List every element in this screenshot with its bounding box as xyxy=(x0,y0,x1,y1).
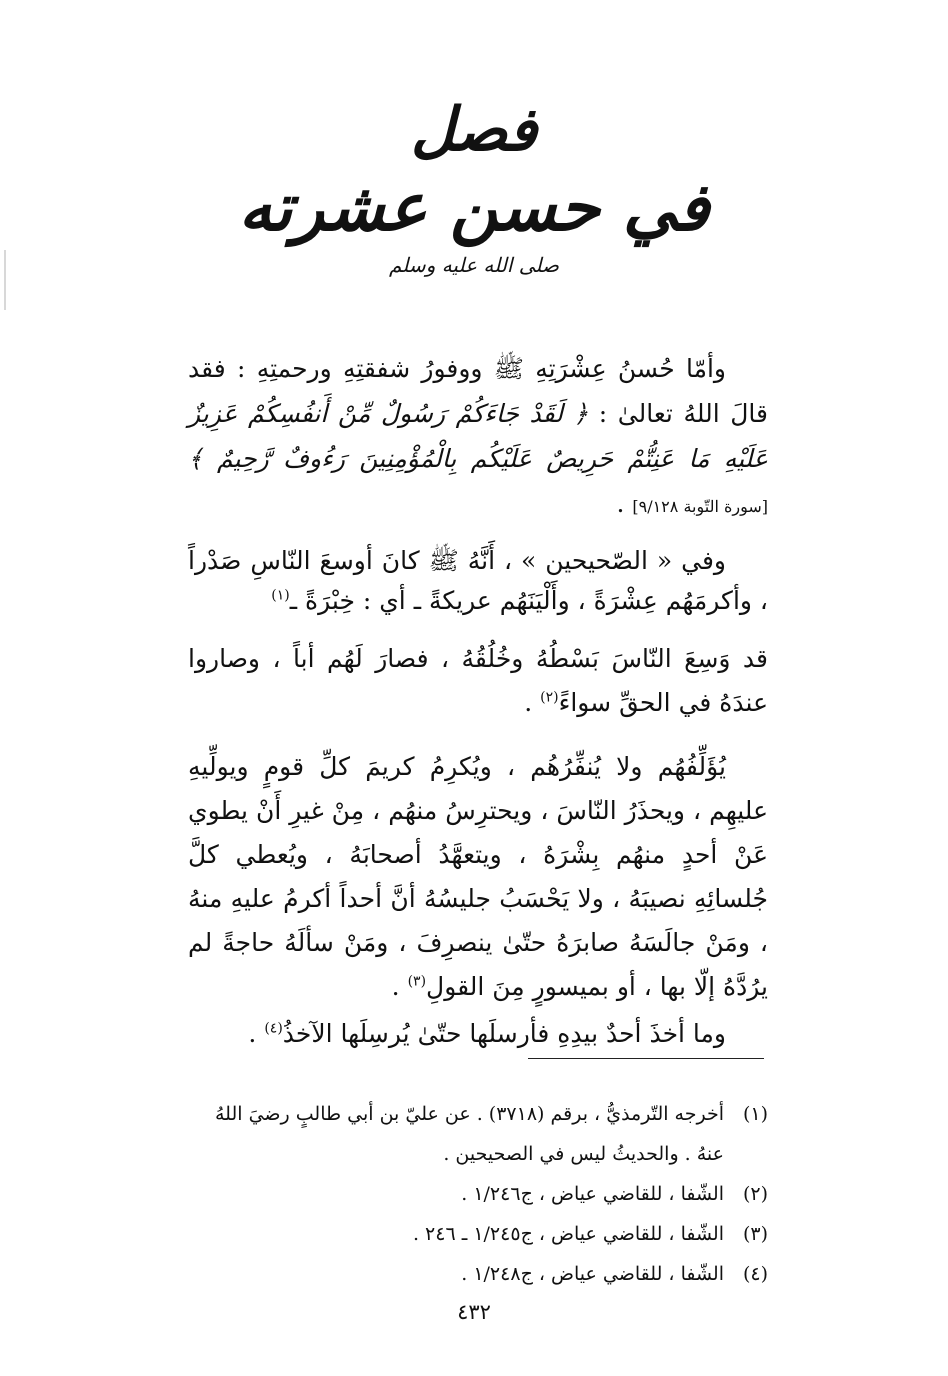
footnote-text: أخرجه التّرمذيُّ ، برقم (٣٧١٨) . عن عليّ بن أبي طالبٍ رضيَ اللهُ عنهُ . والحديثُ ليس في الصحيحين . xyxy=(214,1103,724,1165)
heading-word: فصل xyxy=(410,95,538,165)
footnotes xyxy=(188,1094,768,1294)
paragraph-2-text: وفي « الصّحيحين » ، أَنَّهُ ﷺ كانَ أوسعَ النّاسِ صَدْراً ، وأكرمَهُم عِشْرَةً ، وأَلْيَنَهُم عريكةً ـ أي : خِبْرَةً ـ xyxy=(188,546,768,615)
paragraph-4-end: . xyxy=(391,972,400,1001)
page-number: ٤٣٢ xyxy=(457,1300,491,1324)
footnote-ref-4[interactable]: (٤) xyxy=(264,1020,283,1037)
section-heading xyxy=(0,95,948,281)
paragraph-2 xyxy=(188,541,768,621)
sura-reference: [سورة التّوبة ٩/١٢٨] xyxy=(632,497,768,516)
footnote-item xyxy=(188,1254,768,1294)
footnote-ref-2[interactable]: (٢) xyxy=(540,689,559,706)
footnote-text: الشّفا ، للقاضي عياض ، ج١/٢٤٥ ـ ٢٤٦ . xyxy=(412,1223,724,1245)
paragraph-5-text: وما أخذَ أحدٌ بيدِهِ فأرسلَها حتّىٰ يُرسِلَها الآخذُ xyxy=(282,1019,726,1048)
footnote-text: الشّفا ، للقاضي عياض ، ج١/٢٤٨ . xyxy=(461,1263,724,1285)
paragraph-4-text: يُؤَلِّفُهُم ولا يُنفِّرُهُم ، ويُكرِمُ كريمَ كلِّ قومٍ ويولِّيهِ عليهِم ، ويحذَرُ النّاسَ ، ويحترِسُ منهُم ، مِنْ غيرِ أَنْ يطوي عَنْ أحدٍ منهُم بِشْرَهُ ، ويتعهَّدُ أصحابَهُ ، ويُعطي كلَّ جُلسائِهِ نصيبَهُ ، ولا يَحْسَبُ جليسُهُ أنَّ أحداً أكرمُ عليهِ منهُ ، ومَنْ جالَسَهُ صابرَهُ حتّىٰ ينصرِفَ ، ومَنْ سألَهُ حاجةً لم يرُدَّهُ إلّا بها ، أو بميسورٍ مِنَ القولِ xyxy=(188,752,768,1001)
footnote-ref-1[interactable]: (١) xyxy=(271,587,290,604)
footnote-text: الشّفا ، للقاضي عياض ، ج١/٢٤٦ . xyxy=(461,1183,724,1205)
footnote-number: (٣) xyxy=(742,1223,768,1245)
main-text xyxy=(188,346,768,1059)
paragraph-1-end: . xyxy=(616,489,625,518)
heading-title: في حسن عشرته xyxy=(238,168,710,246)
paragraph-1 xyxy=(188,346,768,529)
footnote-item xyxy=(188,1174,768,1214)
paragraph-3-end: . xyxy=(524,688,533,717)
footnote-ref-3[interactable]: (٣) xyxy=(407,973,427,990)
paragraph-5 xyxy=(188,1009,768,1059)
quran-verse: ﴿ لَقَدْ جَاءَكُمْ رَسُولٌ مِّنْ أَنفُسِكُمْ عَزِيزٌ عَلَيْهِ مَا عَنِتُّمْ حَرِيصٌ عَلَيْكُم بِالْمُؤْمِنِينَ رَءُوفٌ رَّحِيمٌ ﴾ xyxy=(188,399,768,473)
footnote-item xyxy=(188,1214,768,1254)
paragraph-1-text: وأمّا حُسنُ عِشْرَتِهِ ﷺ ووفورُ شفقتِهِ ورحمتِهِ : فقد قالَ اللهُ تعالىٰ : xyxy=(188,354,768,428)
footnote-number: (٤) xyxy=(742,1263,768,1285)
paragraph-4 xyxy=(188,745,768,1009)
footnote-number: (٢) xyxy=(742,1183,768,1205)
footnote-item xyxy=(188,1094,768,1174)
paragraph-3 xyxy=(188,637,768,725)
paragraph-3-text: قد وَسِعَ النّاسَ بَسْطُهُ وخُلُقُهُ ، فصارَ لَهُم أباً ، وصاروا عندَهُ في الحقِّ سواءً xyxy=(188,644,768,717)
footnote-number: (١) xyxy=(742,1103,768,1125)
footnote-separator xyxy=(528,1058,764,1059)
heading-honorific: صلى الله عليه وسلم xyxy=(389,253,559,277)
paragraph-5-end: . xyxy=(248,1019,257,1048)
